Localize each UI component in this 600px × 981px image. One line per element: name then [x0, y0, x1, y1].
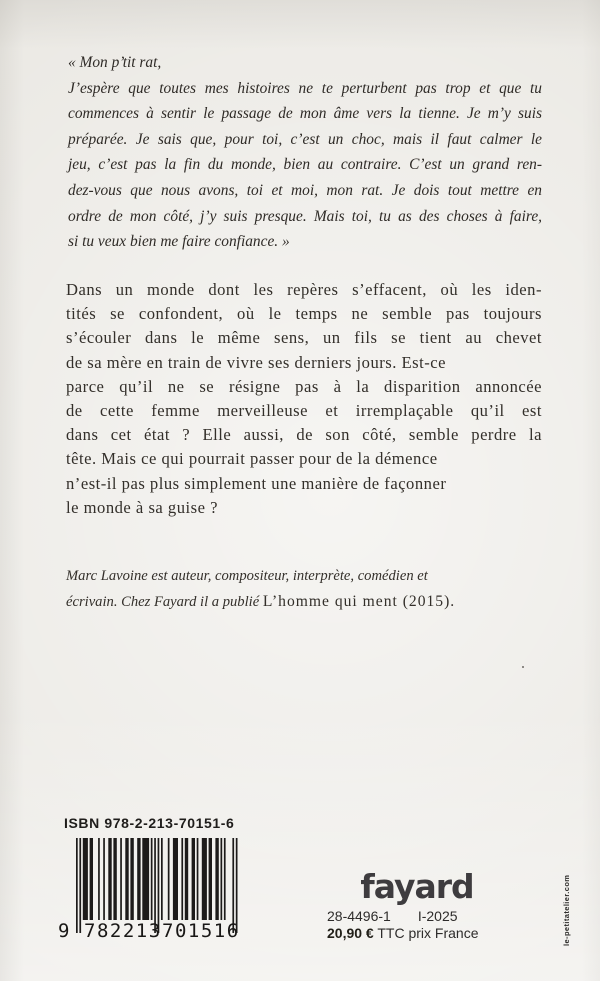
text-line — [66, 589, 542, 615]
designer-site-vertical-text: le-petitatelier.com — [562, 874, 571, 946]
publisher-logo-fayard: fayard — [360, 867, 474, 906]
imprint-line — [327, 908, 458, 924]
text-line: de sa mère en train de vivre ses derniers jours. Est-ce — [66, 352, 446, 372]
text-line: ordre de mon côté, j’y suis presque. Mais toi, tu as des choses à faire, — [68, 207, 542, 225]
text-line: « Mon p’tit rat, — [68, 54, 162, 71]
quote-block — [68, 50, 542, 255]
text-line: de cette femme merveilleuse et irremplaçable qu’il est — [66, 401, 542, 421]
bio-line2-book-title: L’homme qui ment (2015). — [262, 593, 456, 610]
text-line: J’espère que toutes mes histoires ne te perturbent pas trop et que tu — [68, 79, 542, 97]
paper-speck — [522, 666, 524, 668]
bio-line2-italic: écrivain. Chez Fayard il a publié — [66, 594, 263, 610]
text-line: si tu veux bien me faire confiance. » — [68, 233, 290, 251]
price-amount: 20,90 € — [327, 925, 374, 941]
text-line: dans cet état ? Elle aussi, de son côté, semble perdre la — [66, 425, 542, 445]
text-line — [66, 564, 542, 589]
text-line: commences à sentir le passage de mon âme vers la tienne. Je m’y suis — [68, 105, 542, 123]
text-line: Dans un monde dont les repères s’effacent, où les iden- — [66, 280, 542, 299]
isbn-label: ISBN 978-2-213-70151-6 — [64, 815, 235, 831]
bio-line1: Marc Lavoine est auteur, compositeur, interprète, comédien et — [66, 568, 428, 584]
text-line: jeu, c’est pas la fin du monde, bien au contraire. C’est un grand ren- — [68, 156, 542, 174]
ean13-barcode — [58, 838, 240, 944]
barcode-group2: 701516 — [162, 920, 240, 942]
barcode-first-digit: 9 — [58, 920, 70, 942]
text-line: dez-vous que nous avons, toi et moi, mon rat. Je dois tout mettre en — [68, 181, 542, 199]
text-line: parce qu’il ne se résigne pas à la disparition annoncée — [66, 376, 542, 396]
text-line: n’est-il pas plus simplement une manière de façonner — [66, 473, 447, 493]
imprint-date: I-2025 — [417, 908, 458, 924]
text-line: s’écouler dans le même sens, un fils se tient au chevet — [66, 328, 542, 348]
text-line: tête. Mais ce qui pourrait passer pour de la démence — [66, 449, 438, 469]
author-bio — [66, 564, 542, 615]
barcode-digits — [58, 920, 258, 944]
text-line: tités se confondent, où le temps ne semble pas toujours — [66, 304, 542, 324]
barcode-group1: 782213 — [84, 920, 162, 942]
price-suffix: TTC prix France — [373, 925, 479, 941]
text-line: préparée. Je sais que, pour toi, c’est un choc, mais il faut calmer le — [68, 130, 542, 148]
imprint-code: 28-4496-1 — [327, 908, 391, 924]
text-line: le monde à sa guise ? — [66, 497, 218, 517]
price-line — [327, 925, 478, 941]
synopsis-block — [66, 278, 542, 520]
